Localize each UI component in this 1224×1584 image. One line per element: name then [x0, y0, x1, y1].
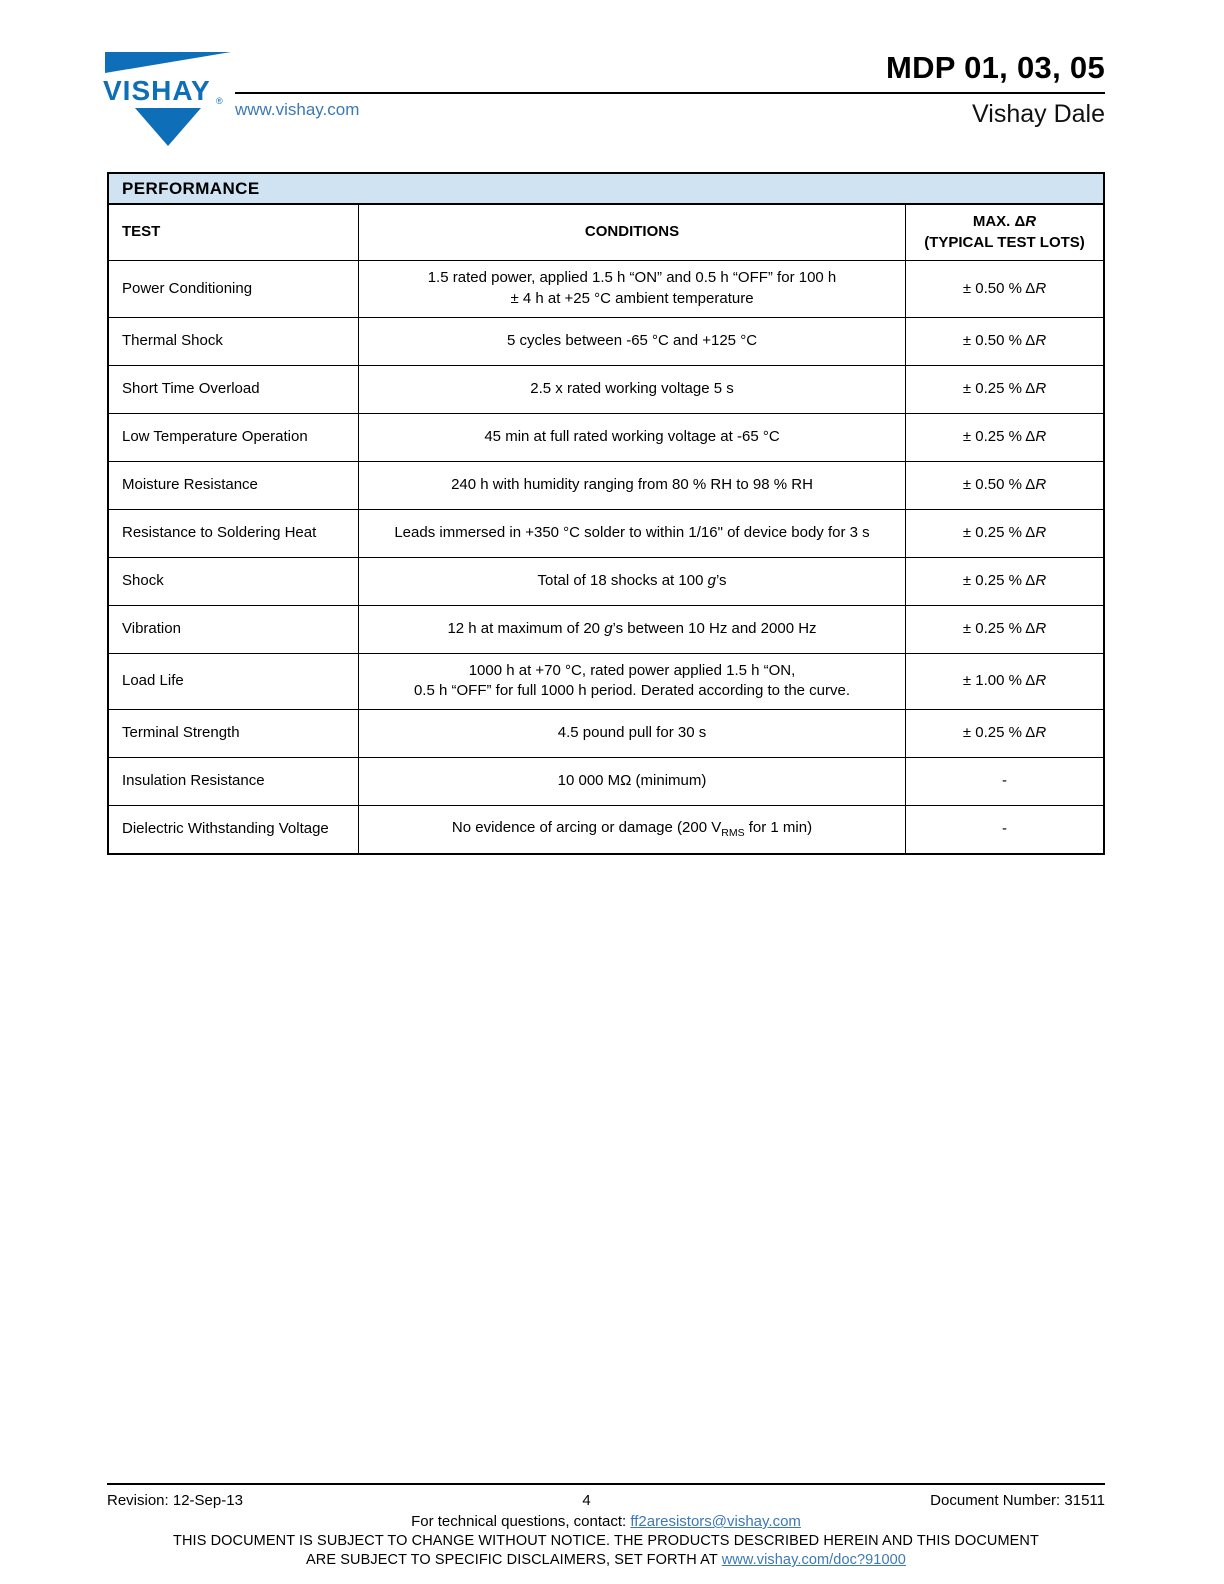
page-header	[103, 50, 1105, 129]
page-footer	[107, 1483, 1105, 1568]
max-delta-r-cell: ± 0.25 % ΔR	[962, 619, 1047, 637]
table-row	[109, 605, 1103, 653]
conditions-cell: Total of 18 shocks at 100 g’s	[359, 558, 906, 605]
vishay-logo	[103, 52, 231, 148]
conditions-cell: Leads immersed in +350 °C solder to within 1/16" of device body for 3 s	[359, 510, 906, 557]
disclaimer-doc-link[interactable]: www.vishay.com/doc?91000	[721, 1552, 906, 1568]
conditions-cell: 2.5 x rated working voltage 5 s	[359, 366, 906, 413]
vishay-logo-text: VISHAY	[103, 75, 211, 106]
table-row	[109, 317, 1103, 365]
division-name: Vishay Dale	[972, 100, 1105, 128]
test-cell: Low Temperature Operation	[109, 414, 359, 461]
column-header-test: TEST	[109, 205, 359, 260]
column-header-max-dr: MAX. ΔR (TYPICAL TEST LOTS)	[924, 213, 1085, 251]
max-delta-r-cell: ± 0.50 % ΔR	[962, 279, 1047, 297]
max-delta-r-cell: ± 0.25 % ΔR	[962, 379, 1047, 397]
conditions-cell: 45 min at full rated working voltage at -65 °C	[359, 414, 906, 461]
max-delta-r-cell: ± 1.00 % ΔR	[962, 672, 1047, 690]
conditions-cell: 12 h at maximum of 20 g’s between 10 Hz and 2000 Hz	[359, 606, 906, 653]
document-number: Document Number: 31511	[930, 1492, 1105, 1509]
max-delta-r-cell: -	[1002, 772, 1007, 790]
performance-table	[107, 172, 1105, 855]
test-cell: Shock	[109, 558, 359, 605]
conditions-cell: 4.5 pound pull for 30 s	[359, 710, 906, 757]
conditions-cell: 240 h with humidity ranging from 80 % RH to 98 % RH	[359, 462, 906, 509]
table-row	[109, 557, 1103, 605]
vishay-website-link[interactable]: www.vishay.com	[235, 100, 360, 119]
test-cell: Load Life	[109, 654, 359, 709]
table-row	[109, 709, 1103, 757]
test-cell: Insulation Resistance	[109, 758, 359, 805]
conditions-cell: 5 cycles between -65 °C and +125 °C	[359, 318, 906, 365]
max-delta-r-cell: -	[1002, 820, 1007, 838]
table-row	[109, 413, 1103, 461]
table-row	[109, 365, 1103, 413]
table-row	[109, 509, 1103, 557]
contact-email-link[interactable]: ff2aresistors@vishay.com	[630, 1513, 801, 1530]
table-body	[109, 260, 1103, 853]
table-header-row	[109, 205, 1103, 260]
max-delta-r-cell: ± 0.50 % ΔR	[962, 331, 1047, 349]
column-header-conditions: CONDITIONS	[359, 205, 906, 260]
max-delta-r-cell: ± 0.25 % ΔR	[962, 427, 1047, 445]
test-cell: Resistance to Soldering Heat	[109, 510, 359, 557]
disclaimer-line-1: THIS DOCUMENT IS SUBJECT TO CHANGE WITHOUT NOTICE. THE PRODUCTS DESCRIBED HEREIN AND THIS DOCUMENT	[173, 1533, 1039, 1549]
table-row	[109, 260, 1103, 316]
table-row	[109, 757, 1103, 805]
page-number: 4	[582, 1492, 591, 1509]
test-cell: Terminal Strength	[109, 710, 359, 757]
disclaimer-line-2: ARE SUBJECT TO SPECIFIC DISCLAIMERS, SET FORTH AT	[306, 1552, 722, 1568]
test-cell: Dielectric Withstanding Voltage	[109, 806, 359, 853]
table-row	[109, 653, 1103, 709]
test-cell: Power Conditioning	[109, 261, 359, 316]
header-rule	[235, 92, 1105, 94]
max-delta-r-cell: ± 0.25 % ΔR	[962, 523, 1047, 541]
table-row	[109, 805, 1103, 853]
conditions-cell: 10 000 MΩ (minimum)	[359, 758, 906, 805]
test-cell: Thermal Shock	[109, 318, 359, 365]
registered-mark: ®	[216, 96, 223, 106]
max-delta-r-cell: ± 0.25 % ΔR	[962, 571, 1047, 589]
test-cell: Short Time Overload	[109, 366, 359, 413]
conditions-cell: No evidence of arcing or damage (200 $V_{RMS}$ for 1 min)	[359, 806, 906, 853]
table-row	[109, 461, 1103, 509]
test-cell: Vibration	[109, 606, 359, 653]
part-number-title: MDP 01, 03, 05	[885, 50, 1105, 85]
footer-rule	[107, 1483, 1105, 1485]
vishay-logo-icon	[103, 52, 231, 148]
revision-text: Revision: 12-Sep-13	[107, 1492, 243, 1509]
test-cell: Moisture Resistance	[109, 462, 359, 509]
section-title: PERFORMANCE	[122, 179, 260, 198]
conditions-cell: 1000 h at +70 °C, rated power applied 1.5 h “ON, 0.5 h “OFF” for full 1000 h period. Derated according to the curve.	[359, 654, 906, 709]
conditions-cell: 1.5 rated power, applied 1.5 h “ON” and 0.5 h “OFF” for 100 h ± 4 h at +25 °C ambient temperature	[359, 261, 906, 316]
max-delta-r-cell: ± 0.50 % ΔR	[962, 475, 1047, 493]
contact-text: For technical questions, contact:	[411, 1513, 631, 1530]
section-title-bar	[109, 174, 1103, 205]
max-delta-r-cell: ± 0.25 % ΔR	[962, 724, 1047, 742]
